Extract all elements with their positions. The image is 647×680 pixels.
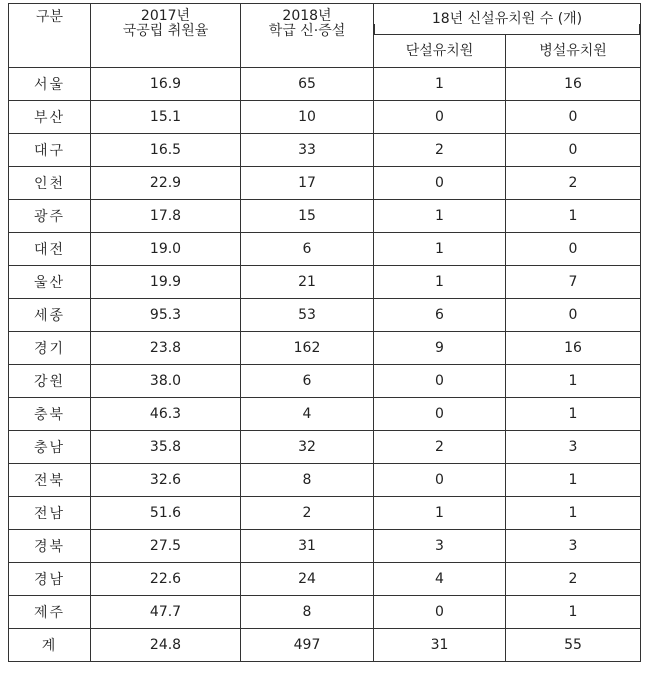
annex-cell: 3: [506, 431, 641, 464]
rate-cell: 15.1: [91, 101, 241, 134]
header-class-expansion: [241, 4, 374, 68]
single-cell: 0: [374, 596, 506, 629]
rate-cell: 35.8: [91, 431, 241, 464]
single-cell: 0: [374, 167, 506, 200]
annex-cell: 1: [506, 398, 641, 431]
region-cell: 인천: [9, 167, 91, 200]
rate-cell: 16.5: [91, 134, 241, 167]
rate-cell: 16.9: [91, 68, 241, 101]
single-cell: 6: [374, 299, 506, 332]
table-row: [9, 68, 641, 101]
single-cell: 2: [374, 134, 506, 167]
header-category: 구분: [9, 4, 91, 68]
table-row: [9, 497, 641, 530]
annex-cell: 1: [506, 497, 641, 530]
annex-cell: 1: [506, 464, 641, 497]
table-row: [9, 365, 641, 398]
region-cell: 강원: [9, 365, 91, 398]
classes-cell: 2: [241, 497, 374, 530]
header-standalone-kindergarten: 단설유치원: [374, 35, 506, 68]
single-cell: 3: [374, 530, 506, 563]
classes-cell: 162: [241, 332, 374, 365]
region-cell: 충남: [9, 431, 91, 464]
classes-cell: 21: [241, 266, 374, 299]
region-cell: 충북: [9, 398, 91, 431]
single-cell: 1: [374, 200, 506, 233]
classes-cell: 8: [241, 464, 374, 497]
table-row: [9, 332, 641, 365]
rate-cell: 47.7: [91, 596, 241, 629]
header-annex-kindergarten: 병설유치원: [506, 35, 641, 68]
single-cell: 2: [374, 431, 506, 464]
table-row: [9, 530, 641, 563]
table-row: [9, 134, 641, 167]
table-row: [9, 167, 641, 200]
region-cell: 대구: [9, 134, 91, 167]
rate-cell: 19.0: [91, 233, 241, 266]
annex-cell: 16: [506, 68, 641, 101]
header-class-expansion-year: 2018년: [282, 8, 332, 24]
rate-cell: 95.3: [91, 299, 241, 332]
table-row-total: [9, 629, 641, 662]
header-enrollment-rate-label: 국공립 취원율: [122, 23, 209, 39]
classes-cell: 10: [241, 101, 374, 134]
classes-cell: 33: [241, 134, 374, 167]
table-row: [9, 563, 641, 596]
annex-cell: 0: [506, 134, 641, 167]
region-cell: 세종: [9, 299, 91, 332]
region-cell: 계: [9, 629, 91, 662]
table-row: [9, 101, 641, 134]
single-cell: 0: [374, 464, 506, 497]
rate-cell: 17.8: [91, 200, 241, 233]
table-row: [9, 266, 641, 299]
table-row: [9, 398, 641, 431]
classes-cell: 17: [241, 167, 374, 200]
classes-cell: 6: [241, 233, 374, 266]
single-cell: 9: [374, 332, 506, 365]
annex-cell: 0: [506, 299, 641, 332]
region-cell: 제주: [9, 596, 91, 629]
single-cell: 1: [374, 497, 506, 530]
annex-cell: 0: [506, 101, 641, 134]
rate-cell: 22.9: [91, 167, 241, 200]
rate-cell: 23.8: [91, 332, 241, 365]
region-cell: 전북: [9, 464, 91, 497]
table-row: [9, 200, 641, 233]
kindergarten-table: [8, 3, 641, 662]
classes-cell: 53: [241, 299, 374, 332]
rate-cell: 27.5: [91, 530, 241, 563]
classes-cell: 65: [241, 68, 374, 101]
classes-cell: 8: [241, 596, 374, 629]
classes-cell: 6: [241, 365, 374, 398]
table-row: [9, 299, 641, 332]
table-body: [9, 68, 641, 662]
annex-cell: 2: [506, 167, 641, 200]
classes-cell: 4: [241, 398, 374, 431]
annex-cell: 55: [506, 629, 641, 662]
classes-cell: 32: [241, 431, 374, 464]
rate-cell: 38.0: [91, 365, 241, 398]
region-cell: 경북: [9, 530, 91, 563]
table-row: [9, 233, 641, 266]
region-cell: 전남: [9, 497, 91, 530]
region-cell: 광주: [9, 200, 91, 233]
table-row: [9, 464, 641, 497]
annex-cell: 3: [506, 530, 641, 563]
single-cell: 1: [374, 68, 506, 101]
annex-cell: 1: [506, 365, 641, 398]
region-cell: 대전: [9, 233, 91, 266]
rate-cell: 24.8: [91, 629, 241, 662]
classes-cell: 15: [241, 200, 374, 233]
annex-cell: 7: [506, 266, 641, 299]
single-cell: 1: [374, 266, 506, 299]
classes-cell: 31: [241, 530, 374, 563]
rate-cell: 46.3: [91, 398, 241, 431]
rate-cell: 19.9: [91, 266, 241, 299]
rate-cell: 32.6: [91, 464, 241, 497]
annex-cell: 2: [506, 563, 641, 596]
single-cell: 4: [374, 563, 506, 596]
region-cell: 경기: [9, 332, 91, 365]
header-enrollment-rate: [91, 4, 241, 68]
single-cell: 31: [374, 629, 506, 662]
classes-cell: 24: [241, 563, 374, 596]
annex-cell: 0: [506, 233, 641, 266]
region-cell: 경남: [9, 563, 91, 596]
annex-cell: 16: [506, 332, 641, 365]
classes-cell: 497: [241, 629, 374, 662]
single-cell: 1: [374, 233, 506, 266]
single-cell: 0: [374, 365, 506, 398]
header-class-expansion-label: 학급 신·증설: [268, 23, 346, 39]
table-row: [9, 431, 641, 464]
rate-cell: 51.6: [91, 497, 241, 530]
annex-cell: 1: [506, 200, 641, 233]
header-new-kindergartens: 18년 신설유치원 수 (개): [374, 4, 641, 35]
rate-cell: 22.6: [91, 563, 241, 596]
single-cell: 0: [374, 398, 506, 431]
region-cell: 서울: [9, 68, 91, 101]
annex-cell: 1: [506, 596, 641, 629]
header-enrollment-rate-year: 2017년: [140, 8, 191, 24]
region-cell: 부산: [9, 101, 91, 134]
single-cell: 0: [374, 101, 506, 134]
table-row: [9, 596, 641, 629]
region-cell: 울산: [9, 266, 91, 299]
